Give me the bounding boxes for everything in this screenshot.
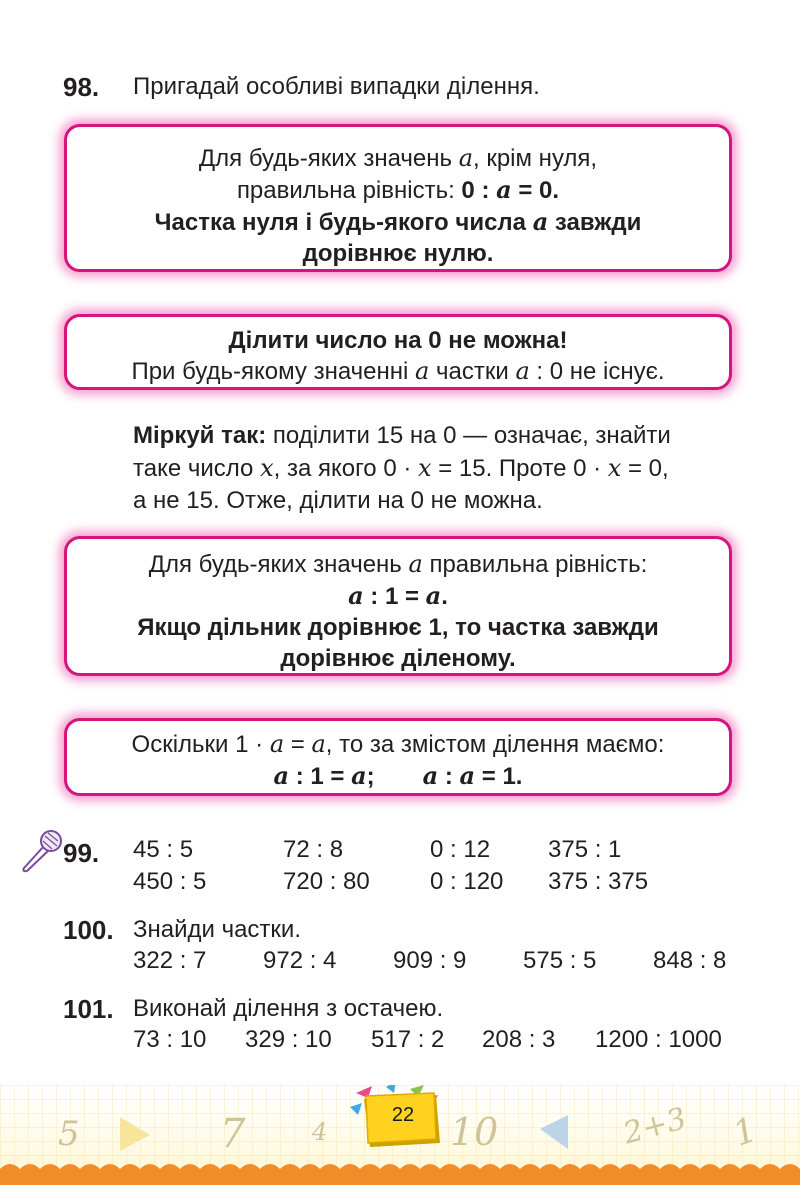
rule-line: дорівнює нулю. bbox=[302, 240, 494, 267]
rule-line: a : 1 = a. bbox=[348, 581, 448, 610]
deco-digit: 5 bbox=[58, 1114, 80, 1154]
expression: 0 : 120 bbox=[430, 868, 504, 895]
expression: 972 : 4 bbox=[263, 947, 337, 974]
exercise-number-99: 99. bbox=[63, 838, 100, 868]
expression: 329 : 10 bbox=[245, 1026, 332, 1053]
reasoning-label: Міркуй так: bbox=[133, 422, 267, 449]
expression: 322 : 7 bbox=[133, 947, 207, 974]
rule-line: правильна рівність: 0 : a = 0. bbox=[236, 175, 560, 204]
deco-digit: 10 bbox=[450, 1110, 499, 1154]
expression: 517 : 2 bbox=[371, 1026, 445, 1053]
expression: 375 : 1 bbox=[548, 836, 622, 863]
rule-line: a : 1 = a; a : a = 1. bbox=[273, 761, 523, 790]
deco-digit: 2+3 bbox=[619, 1101, 691, 1152]
rule-box-no-division-by-zero bbox=[64, 314, 732, 390]
expression: 720 : 80 bbox=[283, 868, 370, 895]
expression: 1200 : 1000 bbox=[595, 1026, 722, 1053]
exercise-number-101: 101. bbox=[63, 994, 114, 1024]
rule-box-divisor-one bbox=[64, 536, 732, 676]
page-number: 22 bbox=[391, 1104, 415, 1126]
exercise-101-row bbox=[0, 1026, 800, 1056]
exercise-99-grid bbox=[0, 836, 800, 896]
rule-box-zero-dividend bbox=[64, 124, 732, 272]
exercise-number-98: 98. bbox=[63, 72, 100, 102]
expression: 575 : 5 bbox=[523, 947, 597, 974]
expression: 909 : 9 bbox=[393, 947, 467, 974]
rule-line: Якщо дільник дорівнює 1, то частка завжди bbox=[137, 614, 659, 641]
exercise-100-row bbox=[0, 947, 800, 977]
expression: 0 : 12 bbox=[430, 836, 491, 863]
rule-line: Оскільки 1 · a = a, то за змістом ділення маємо: bbox=[131, 730, 665, 758]
exercise-title-101: Виконай ділення з остачею. bbox=[133, 995, 444, 1022]
expression: 375 : 375 bbox=[548, 868, 649, 895]
expression: 848 : 8 bbox=[653, 947, 727, 974]
expression: 208 : 3 bbox=[482, 1026, 556, 1053]
rule-line: Ділити число на 0 не можна! bbox=[228, 327, 568, 354]
rule-box-self-division bbox=[64, 718, 732, 796]
rule-line: При будь-якому значенні a частки a : 0 не існує. bbox=[131, 357, 665, 385]
expression: 72 : 8 bbox=[283, 836, 344, 863]
deco-digit: 1 bbox=[728, 1109, 763, 1155]
rule-line: Частка нуля і будь-якого числа a завжди bbox=[154, 207, 642, 236]
exercise-number-100: 100. bbox=[63, 915, 114, 945]
expression: 450 : 5 bbox=[133, 868, 207, 895]
exercise-title-98: Пригадай особливі випадки ділення. bbox=[133, 73, 540, 100]
rule-line: Для будь-яких значень a правильна рівність: bbox=[148, 550, 648, 578]
reasoning-text: Міркуй так: поділити 15 на 0 — означає, знайти таке число x, за якого 0 · x = 15. Проте 0 · x = 0, а не 15. Отже, ділити на 0 не можна. bbox=[133, 422, 671, 514]
rule-line: Для будь-яких значень a, крім нуля, bbox=[198, 144, 598, 172]
deco-digit: 4 bbox=[312, 1118, 328, 1146]
exercise-title-100: Знайди частки. bbox=[133, 916, 301, 943]
deco-digit: 7 bbox=[220, 1111, 246, 1157]
expression: 45 : 5 bbox=[133, 836, 194, 863]
rule-line: дорівнює діленому. bbox=[280, 645, 516, 672]
expression: 73 : 10 bbox=[133, 1026, 207, 1053]
